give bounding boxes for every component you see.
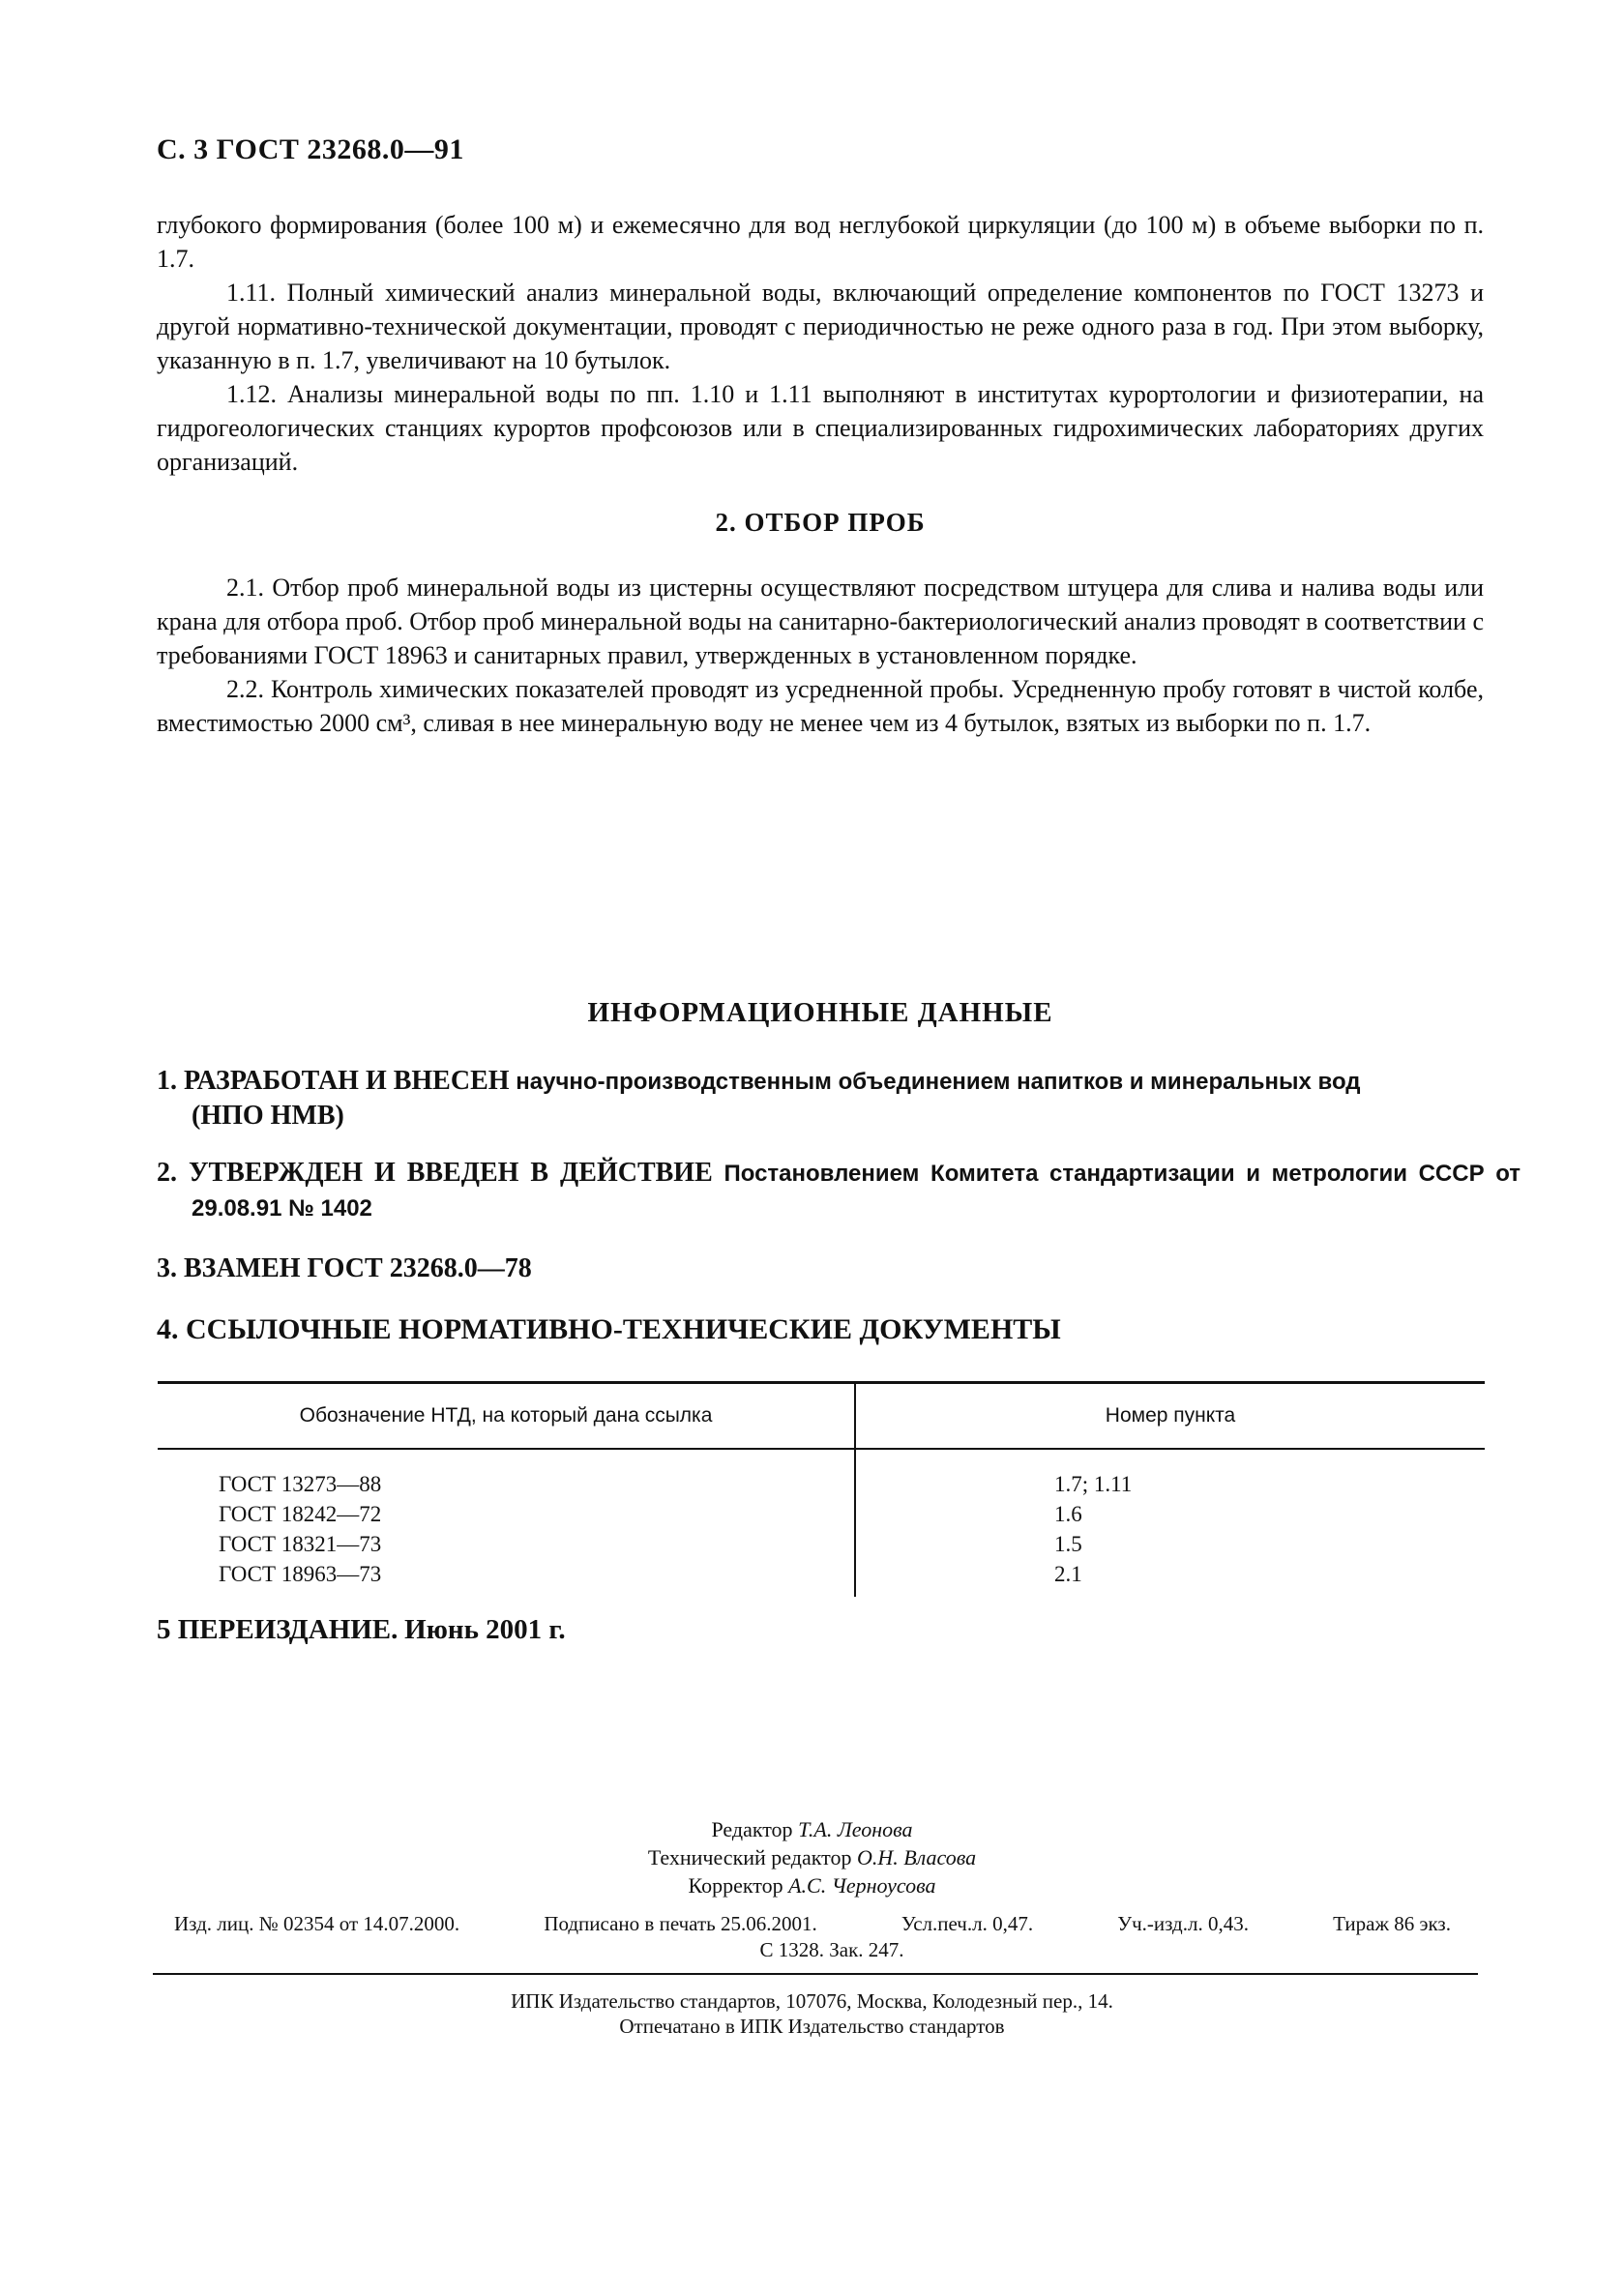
imprint-block xyxy=(174,1912,1451,1962)
paragraph-2-1: 2.1. Отбор проб минеральной воды из цистерны осуществляют посредством штуцера для слива и налива воды или крана для отбора проб. Отбор проб минеральной воды на санитарно-бактериологический анализ проводят в соответствии с требованиями ГОСТ 18963 и санитарных правил, утвержденных в установленном порядке. xyxy=(157,574,1484,669)
credit-tech-name: О.Н. Власова xyxy=(856,1845,977,1869)
paragraph-2-2: 2.2. Контроль химических показателей проводят из усредненной пробы. Усредненную пробу готовят в чистой колбе, вместимостью 2000 см³, сливая в нее минеральную воду не менее чем из 4 бутылок, взятых из выборки по п. 1.7. xyxy=(157,675,1484,737)
info-item-3-text: 3. ВЗАМЕН ГОСТ 23268.0—78 xyxy=(157,1253,532,1283)
info-item-1 xyxy=(157,1064,1521,1133)
imprint-license: Изд. лиц. № 02354 от 14.07.2000. xyxy=(174,1912,460,1935)
info-item-4-text: 4. ССЫЛОЧНЫЕ НОРМАТИВНО-ТЕХНИЧЕСКИЕ ДОКУМЕНТЫ xyxy=(157,1313,1061,1345)
table-header-row xyxy=(158,1383,1485,1450)
table-row xyxy=(158,1559,1485,1597)
imprint-row xyxy=(174,1912,1451,1936)
table-cell-designation: ГОСТ 18963—73 xyxy=(158,1559,855,1597)
credit-editor xyxy=(0,1815,1624,1843)
table-cell-clause: 1.5 xyxy=(1054,1532,1082,1556)
info-item-2 xyxy=(157,1156,1521,1225)
table-cell-designation: ГОСТ 18242—72 xyxy=(158,1499,855,1529)
table-row xyxy=(158,1529,1485,1559)
credit-corrector xyxy=(0,1871,1624,1899)
table-header-designation: Обозначение НТД, на который дана ссылка xyxy=(158,1383,855,1450)
credit-editor-label: Редактор xyxy=(711,1817,793,1841)
table-cell-designation: ГОСТ 13273—88 xyxy=(158,1449,855,1499)
table-cell-clause: 2.1 xyxy=(1054,1562,1082,1586)
page-header: С. 3 ГОСТ 23268.0—91 xyxy=(157,133,464,165)
credit-editor-name: Т.А. Леонова xyxy=(798,1817,913,1841)
table-cell-clause: 1.7; 1.11 xyxy=(1054,1472,1133,1496)
info-item-1-lead: 1. РАЗРАБОТАН И ВНЕСЕН xyxy=(157,1066,510,1096)
credit-corrector-label: Корректор xyxy=(688,1873,783,1898)
table-row xyxy=(158,1499,1485,1529)
table-row xyxy=(158,1449,1485,1499)
info-item-2-lead: 2. УТВЕРЖДЕН И ВВЕДЕН В ДЕЙСТВИЕ xyxy=(157,1158,713,1188)
imprint-print-sheets: Усл.печ.л. 0,47. xyxy=(901,1912,1034,1935)
press-printed: Отпечатано в ИПК Издательство стандартов xyxy=(619,2015,1005,2038)
info-item-2-text: Постановлением Комитета стандартизации и метрологии СССР от 29.08.91 № 1402 xyxy=(192,1161,1521,1222)
info-item-5-text: Июнь 2001 г. xyxy=(404,1614,566,1645)
credit-tech-label: Технический редактор xyxy=(647,1845,852,1869)
imprint-pub-sheets: Уч.-изд.л. 0,43. xyxy=(1117,1912,1249,1935)
imprint-signed: Подписано в печать 25.06.2001. xyxy=(544,1912,817,1935)
press-block xyxy=(0,1988,1624,2039)
credits-block xyxy=(0,1815,1624,1899)
section2-title: 2. ОТБОР ПРОБ xyxy=(715,508,926,537)
section1-continuation xyxy=(157,208,1484,479)
imprint-divider xyxy=(153,1973,1478,1975)
paragraph-1-10-tail: глубокого формирования (более 100 м) и ежемесячно для вод неглубокой циркуляции (до 100 м) в объеме выборки по п. 1.7. xyxy=(157,211,1484,273)
info-item-1-text: научно-производственным объединением напитков и минеральных вод xyxy=(516,1069,1361,1095)
info-item-5 xyxy=(157,1613,1486,1646)
reference-table xyxy=(158,1381,1485,1597)
info-title: ИНФОРМАЦИОННЫЕ ДАННЫЕ xyxy=(587,997,1053,1028)
table-cell-clause: 1.6 xyxy=(1054,1502,1082,1526)
section2-body xyxy=(157,571,1484,740)
info-item-4 xyxy=(157,1313,1486,1346)
paragraph-1-12: 1.12. Анализы минеральной воды по пп. 1.10 и 1.11 выполняют в институтах курортологии и физиотерапии, на гидрогеологических станциях курортов профсоюзов или в специализированных гидрохимических лабораториях других организаций. xyxy=(157,380,1484,476)
press-address: ИПК Издательство стандартов, 107076, Москва, Колодезный пер., 14. xyxy=(511,1989,1113,2013)
info-item-3 xyxy=(157,1251,1486,1285)
info-item-5-lead: 5 ПЕРЕИЗДАНИЕ. xyxy=(157,1614,399,1645)
table-cell-designation: ГОСТ 18321—73 xyxy=(158,1529,855,1559)
credit-corrector-name: А.С. Черноусова xyxy=(788,1873,936,1898)
paragraph-1-11: 1.11. Полный химический анализ минеральной воды, включающий определение компонентов по ГОСТ 13273 и другой нормативно-технической документации, проводят с периодичностью не реже одного раза в год. При этом выборку, указанную в п. 1.7, увеличивают на 10 бутылок. xyxy=(157,279,1484,374)
imprint-order: С 1328. Зак. 247. xyxy=(759,1938,904,1961)
imprint-run: Тираж 86 экз. xyxy=(1333,1912,1451,1935)
credit-tech-editor xyxy=(0,1843,1624,1871)
table-header-clause: Номер пункта xyxy=(855,1383,1485,1450)
info-item-1-abbr: (НПО НМВ) xyxy=(192,1101,344,1131)
